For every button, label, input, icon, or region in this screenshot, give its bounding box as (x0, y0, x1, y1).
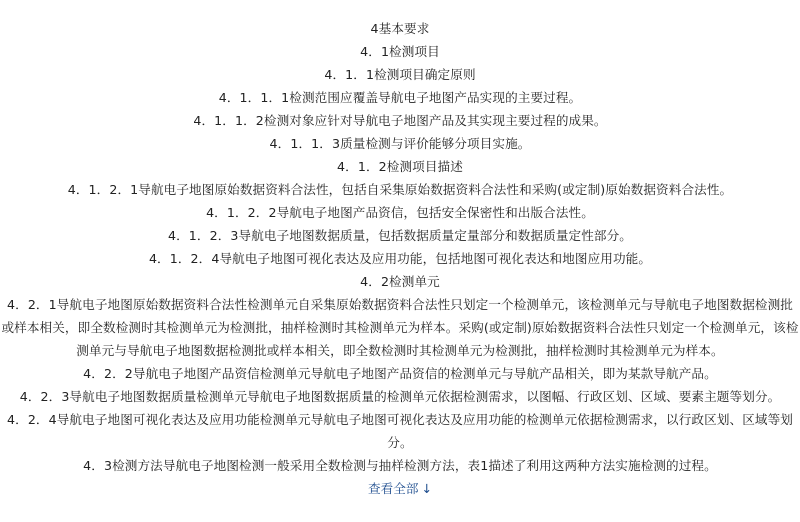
view-all-label: 查看全部 (368, 481, 419, 496)
clause-4-1-1-3: 4．1．1．3质量检测与评价能够分项目实施。 (269, 136, 531, 151)
clause-4-3: 4．3检测方法导航电子地图检测一般采用全数检测与抽样检测方法，表1描述了利用这两种方法实施检测的过程。 (83, 458, 717, 473)
clause-4-1-2-3: 4．1．2．3导航电子地图数据质量，包括数据质量定量部分和数据质量定性部分。 (167, 228, 633, 243)
view-all-link[interactable] (0, 477, 800, 500)
heading-inspection-units: 4．2检测单元 (360, 274, 440, 289)
clause-4-2-4: 4．2．4导航电子地图可视化表达及应用功能检测单元导航电子地图可视化表达及应用功能的检测单元依据检测需求，以行政区划、区域等划分。 (7, 412, 793, 450)
heading-basic-requirements: 4基本要求 (370, 21, 430, 36)
heading-item-principles: 4．1．1检测项目确定原则 (324, 67, 476, 82)
heading-inspection-items: 4．1检测项目 (360, 44, 440, 59)
heading-item-description: 4．1．2检测项目描述 (337, 159, 463, 174)
clause-4-1-2-2: 4．1．2．2导航电子地图产品资信，包括安全保密性和出版合法性。 (206, 205, 594, 220)
clause-4-1-1-1: 4．1．1．1检测范围应覆盖导航电子地图产品实现的主要过程。 (218, 90, 582, 105)
clause-4-2-3: 4．2．3导航电子地图数据质量检测单元导航电子地图数据质量的检测单元依据检测需求，以图幅、行政区划、区域、要素主题等划分。 (19, 389, 781, 404)
clause-4-2-2: 4．2．2导航电子地图产品资信检测单元导航电子地图产品资信的检测单元与导航产品相关，即为某款导航产品。 (83, 366, 717, 381)
clause-4-1-2-1: 4．1．2．1导航电子地图原始数据资料合法性，包括自采集原始数据资料合法性和采购(或定制)原始数据资料合法性。 (67, 182, 733, 197)
arrow-down-icon: ↓ (421, 481, 432, 496)
clause-4-2-1: 4．2．1导航电子地图原始数据资料合法性检测单元自采集原始数据资料合法性只划定一个检测单元，该检测单元与导航电子地图数据检测批或样本相关，即全数检测时其检测单元为检测批，抽样检测时其检测单元为样本。采购(或定制)原始数据资料合法性只划定一个检测单元，该检测单元与导航电子地图数据检测批或样本相关，即全数检测时其检测单元为检测批，抽样检测时其检测单元为样本。 (1, 297, 799, 358)
clause-4-1-2-4: 4．1．2．4导航电子地图可视化表达及应用功能，包括地图可视化表达和地图应用功能。 (148, 251, 652, 266)
clause-4-1-1-2: 4．1．1．2检测对象应针对导航电子地图产品及其实现主要过程的成果。 (193, 113, 607, 128)
